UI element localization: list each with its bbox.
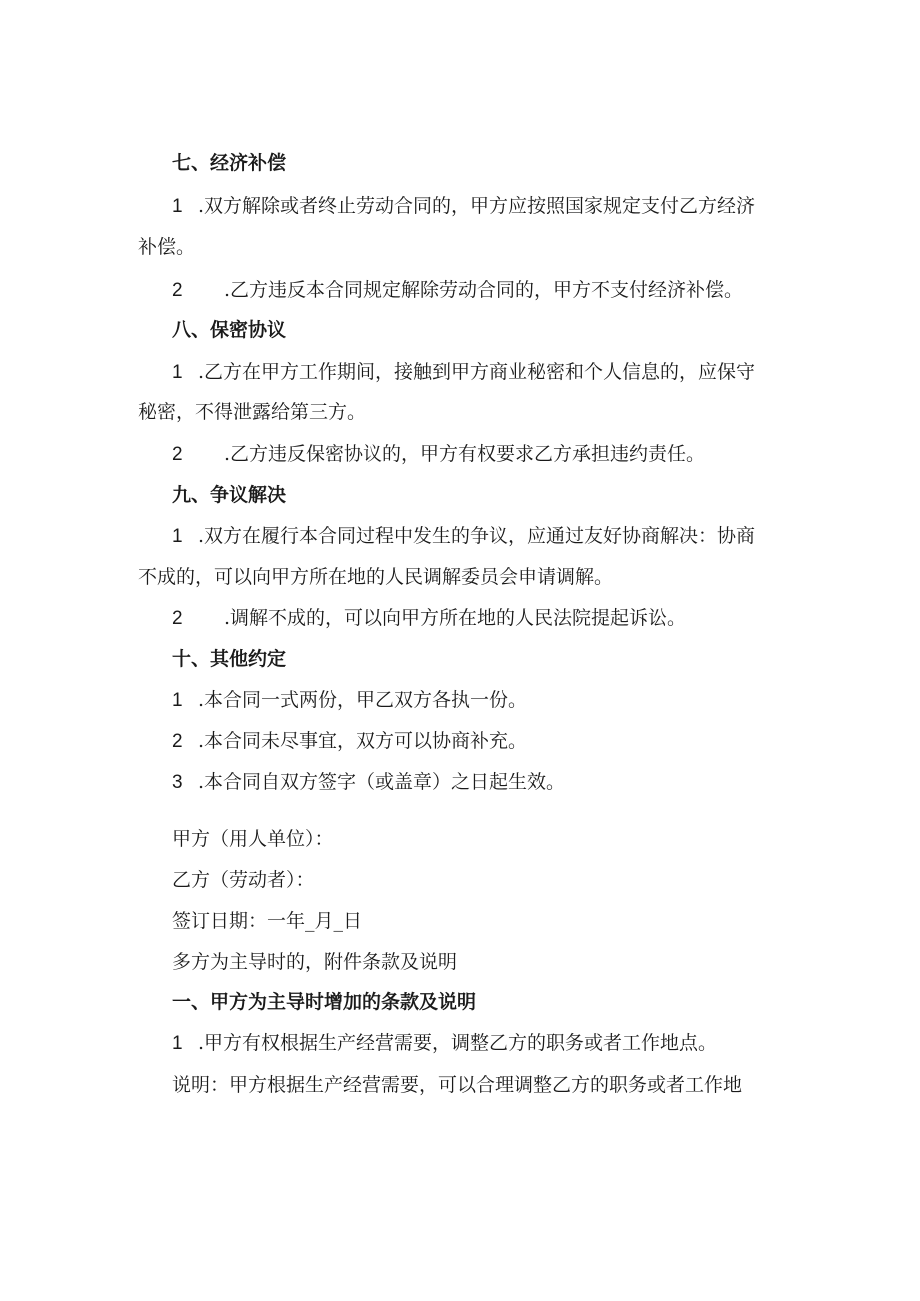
clause-8-2: [172, 442, 800, 467]
clause-8-1-continued: 秘密，不得泄露给第三方。: [138, 401, 367, 423]
section-heading-other: 十、其他约定: [172, 648, 287, 670]
clause-number: 1: [172, 1033, 183, 1054]
clause-number: 1: [172, 362, 183, 383]
clause-text: .乙方在甲方工作期间，接触到甲方商业秘密和个人信息的，应保守: [198, 361, 756, 383]
clause-7-2: [172, 278, 800, 303]
clause-text: .本合同自双方签字（或盖章）之日起生效。: [198, 771, 566, 793]
clause-text: .本合同一式两份，甲乙双方各执一份。: [198, 689, 528, 711]
clause-10-1: [172, 688, 800, 713]
clause-9-1-continued: 不成的，可以向甲方所在地的人民调解委员会申请调解。: [138, 566, 614, 588]
section-heading-compensation: 七、经济补偿: [172, 152, 287, 174]
clause-text: .乙方违反保密协议的，甲方有权要求乙方承担违约责任。: [224, 443, 706, 465]
signature-date: 签订日期：一年_月_日: [172, 910, 363, 932]
clause-text: .双方解除或者终止劳动合同的，甲方应按照国家规定支付乙方经济: [198, 195, 756, 217]
clause-text: .甲方有权根据生产经营需要，调整乙方的职务或者工作地点。: [198, 1032, 718, 1054]
clause-7-1: [172, 194, 800, 219]
clause-number: 3: [172, 772, 183, 793]
signature-party-b: 乙方（劳动者）：: [172, 869, 315, 891]
clause-number: 2: [172, 280, 183, 301]
clause-number: 2: [172, 608, 183, 629]
appendix-intro: 多方为主导时的，附件条款及说明: [172, 951, 458, 973]
clause-number: 1: [172, 690, 183, 711]
appendix-note: 说明：甲方根据生产经营需要，可以合理调整乙方的职务或者工作地: [172, 1074, 743, 1096]
appendix-heading: 一、甲方为主导时增加的条款及说明: [172, 991, 477, 1013]
clause-text: .本合同未尽事宜，双方可以协商补充。: [198, 730, 528, 752]
clause-7-1-continued: 补偿。: [138, 236, 196, 258]
appendix-clause-1: [172, 1031, 800, 1056]
clause-text: .双方在履行本合同过程中发生的争议，应通过友好协商解决：协商: [198, 525, 756, 547]
clause-text: .调解不成的，可以向甲方所在地的人民法院提起诉讼。: [224, 607, 687, 629]
clause-10-2: [172, 729, 800, 754]
clause-text: .乙方违反本合同规定解除劳动合同的，甲方不支付经济补偿。: [224, 279, 744, 301]
clause-number: 1: [172, 526, 183, 547]
clause-number: 2: [172, 731, 183, 752]
clause-8-1: [172, 360, 800, 385]
clause-number: 1: [172, 196, 183, 217]
clause-number: 2: [172, 444, 183, 465]
signature-party-a: 甲方（用人单位）：: [172, 828, 334, 850]
section-heading-dispute: 九、争议解决: [172, 484, 287, 506]
clause-9-1: [172, 524, 800, 549]
section-heading-confidentiality: 八、保密协议: [172, 319, 287, 341]
clause-9-2: [172, 606, 800, 631]
clause-10-3: [172, 770, 800, 795]
